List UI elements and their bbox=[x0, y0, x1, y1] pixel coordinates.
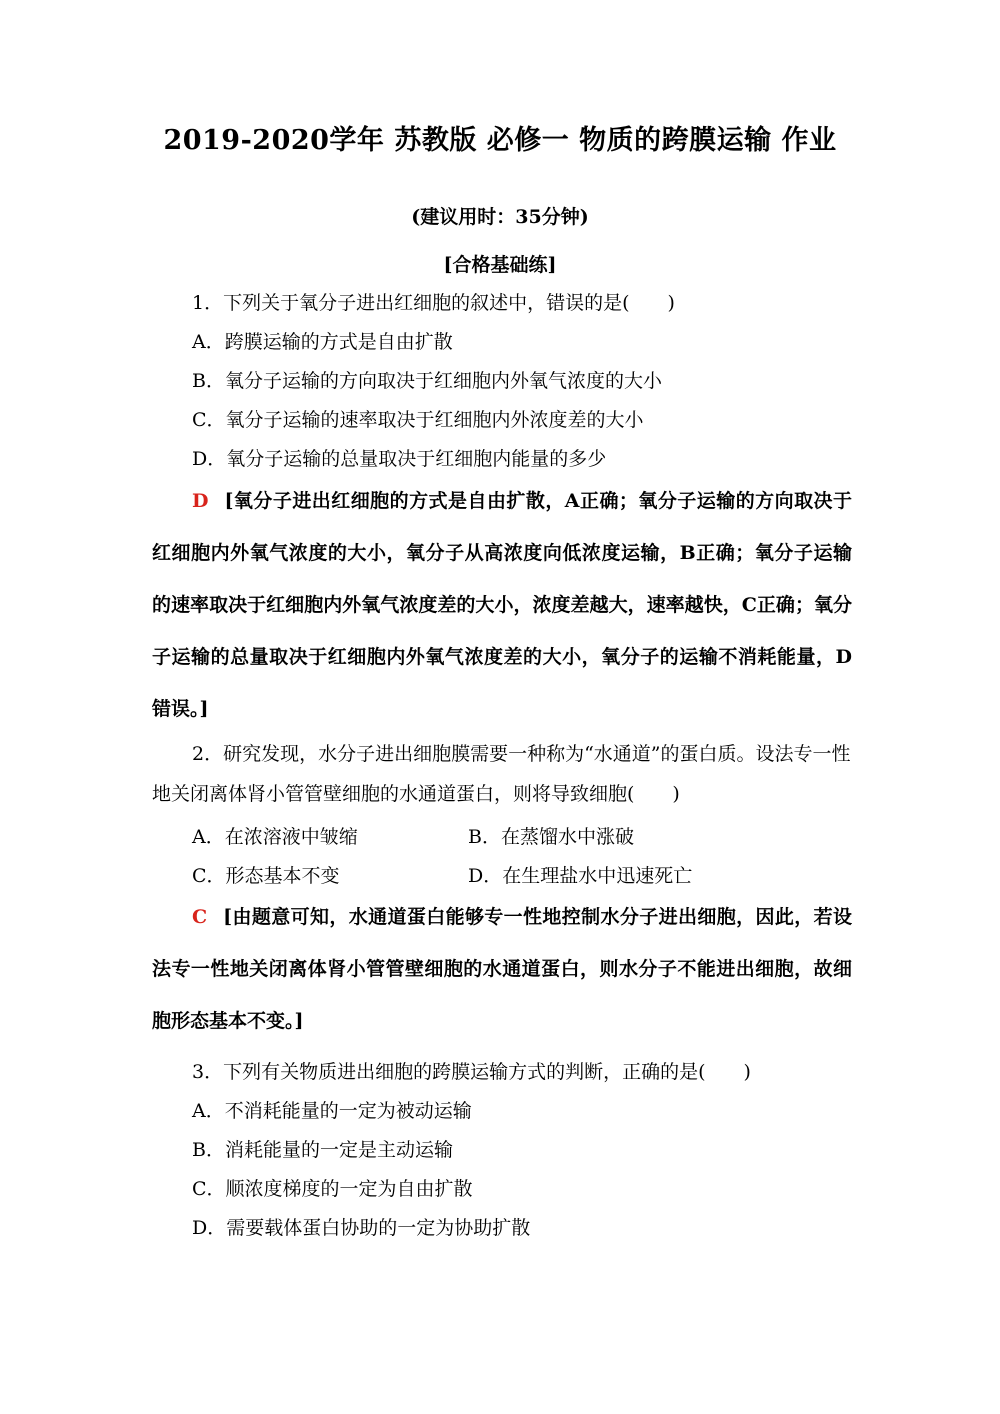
q1-option-b: B．氧分子运输的方向取决于红细胞内外氧气浓度的大小 bbox=[192, 370, 662, 392]
q2-option-b: B．在蒸馏水中涨破 bbox=[468, 826, 634, 848]
section-heading: [合格基础练] bbox=[443, 254, 557, 276]
q1-answer bbox=[152, 475, 852, 735]
q3-stem: 3．下列有关物质进出细胞的跨膜运输方式的判断，正确的是( ) bbox=[192, 1061, 751, 1083]
q2-stem: 2．研究发现，水分子进出细胞膜需要一种称为“水通道”的蛋白质。设法专一性地关闭离体肾小管管壁细胞的水通道蛋白，则将导致细胞( ) bbox=[152, 743, 851, 805]
q3-option-c: C．顺浓度梯度的一定为自由扩散 bbox=[192, 1178, 473, 1200]
q1-explanation: [氧分子进出红细胞的方式是自由扩散，A正确；氧分子运输的方向取决于红细胞内外氧气浓度的大小，氧分子从高浓度向低浓度运输，B正确；氧分子运输的速率取决于红细胞内外氧气浓度差的大小，浓度差越大，速率越快，C正确；氧分子运输的总量取决于红细胞内外氧气浓度差的大小，氧分子的运输不消耗能量，D错误。] bbox=[152, 490, 852, 720]
q3-option-a: A．不消耗能量的一定为被动运输 bbox=[192, 1100, 472, 1122]
q1-option-c: C．氧分子运输的速率取决于红细胞内外浓度差的大小 bbox=[192, 409, 644, 431]
q2-answer bbox=[152, 891, 852, 1047]
q2-option-d: D．在生理盐水中迅速死亡 bbox=[468, 865, 693, 887]
q3-option-d: D．需要载体蛋白协助的一定为协助扩散 bbox=[192, 1217, 531, 1239]
q2-option-a: A．在浓溶液中皱缩 bbox=[192, 826, 358, 848]
suggested-time: (建议用时：35分钟) bbox=[411, 206, 589, 228]
q2-option-c: C．形态基本不变 bbox=[192, 865, 340, 887]
q1-answer-letter: D bbox=[192, 490, 209, 512]
q2-answer-letter: C bbox=[192, 906, 208, 928]
page-title: 2019-2020学年 苏教版 必修一 物质的跨膜运输 作业 bbox=[163, 125, 837, 156]
q3-option-b: B．消耗能量的一定是主动运输 bbox=[192, 1139, 453, 1161]
q2-explanation: [由题意可知，水通道蛋白能够专一性地控制水分子进出细胞，因此，若设法专一性地关闭离体肾小管管壁细胞的水通道蛋白，则水分子不能进出细胞，故细胞形态基本不变。] bbox=[152, 906, 852, 1032]
q1-option-d: D．氧分子运输的总量取决于红细胞内能量的多少 bbox=[192, 448, 607, 470]
q1-stem: 1．下列关于氧分子进出红细胞的叙述中，错误的是( ) bbox=[192, 292, 675, 314]
q1-option-a: A．跨膜运输的方式是自由扩散 bbox=[192, 331, 453, 353]
